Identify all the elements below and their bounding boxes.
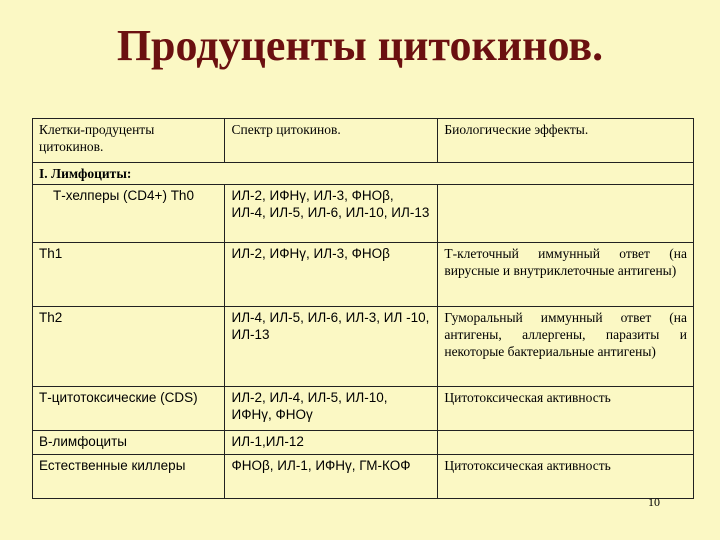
- cell-type: Т-хелперы (CD4+) Th0: [33, 185, 225, 243]
- cytokine-list: ФНОβ, ИЛ-1, ИФНγ, ГМ-КОФ: [225, 455, 438, 499]
- table-row: [33, 455, 694, 499]
- bio-effect: Т-клеточный иммунный ответ (на вирусные и внутриклеточные антигены): [438, 243, 694, 307]
- bio-effect: [438, 185, 694, 243]
- bio-effect: [438, 431, 694, 455]
- table-header-row: [33, 119, 694, 163]
- table-row: [33, 431, 694, 455]
- table-row: [33, 185, 694, 243]
- cell-type: Т-цитотоксические (CDS): [33, 387, 225, 431]
- table-row: [33, 243, 694, 307]
- header-cytokines: Спектр цитокинов.: [225, 119, 438, 163]
- cell-type: Естественные киллеры: [33, 455, 225, 499]
- bio-effect: Цитотоксическая активность: [438, 387, 694, 431]
- table-row: [33, 307, 694, 387]
- cytokine-table: [32, 118, 694, 499]
- cytokine-list: ИЛ-2, ИЛ-4, ИЛ-5, ИЛ-10, ИФНγ, ФНОγ: [225, 387, 438, 431]
- bio-effect: Гуморальный иммунный ответ (на антигены, аллергены, паразиты и некоторые бактериальные антигены): [438, 307, 694, 387]
- section-row: [33, 163, 694, 185]
- page-title: Продуценты цитокинов.: [116, 21, 604, 70]
- cell-type: В-лимфоциты: [33, 431, 225, 455]
- header-cells: Клетки-продуценты цитокинов.: [33, 119, 225, 163]
- bio-effect: Цитотоксическая активность: [438, 455, 694, 499]
- header-effects: Биологические эффекты.: [438, 119, 694, 163]
- cytokine-list: ИЛ-1,ИЛ-12: [225, 431, 438, 455]
- cytokine-list: ИЛ-2, ИФНγ, ИЛ-3, ФНОβ: [225, 243, 438, 307]
- cell-type: Th1: [33, 243, 225, 307]
- cell-type: Th2: [33, 307, 225, 387]
- cytokine-list: ИЛ-2, ИФНγ, ИЛ-3, ФНОβ, ИЛ-4, ИЛ-5, ИЛ-6, ИЛ-10, ИЛ-13: [225, 185, 438, 243]
- page-number: 10: [648, 495, 660, 509]
- section-lymphocytes: I. Лимфоциты:: [33, 163, 694, 185]
- table-row: [33, 387, 694, 431]
- cytokine-list: ИЛ-4, ИЛ-5, ИЛ-6, ИЛ-3, ИЛ -10, ИЛ-13: [225, 307, 438, 387]
